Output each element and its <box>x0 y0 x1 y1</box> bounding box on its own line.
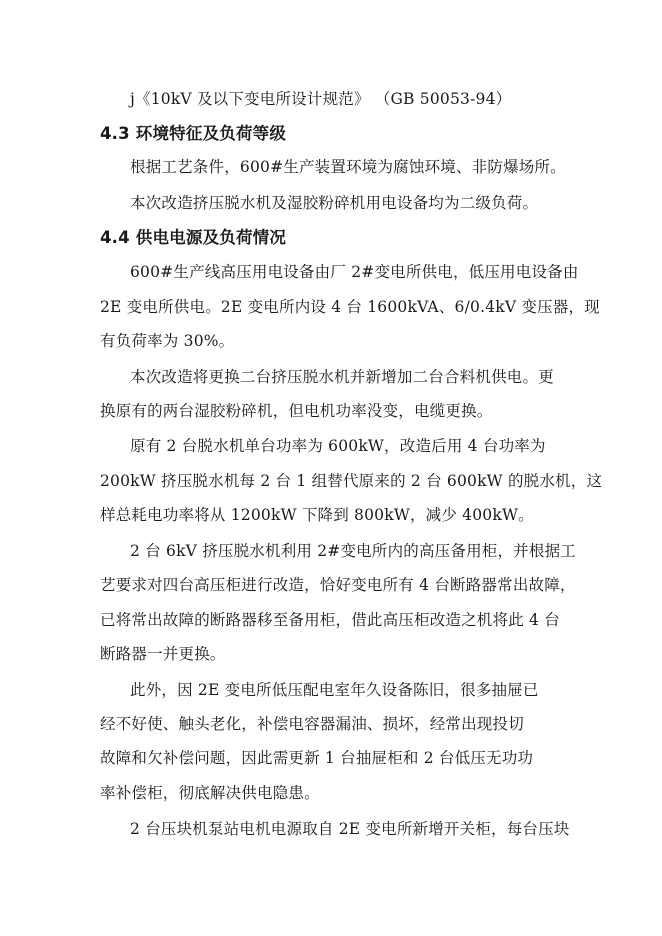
reference-standard-line: j《10kV 及以下变电所设计规范》 （GB 50053-94） <box>130 90 512 108</box>
section-heading-4-4: 4.4 供电电源及负荷情况 <box>100 228 287 247</box>
paragraph-line: 换原有的两台湿胶粉碎机，但电机功率没变，电缆更换。 <box>100 402 493 420</box>
paragraph-line: 本次改造将更换二台挤压脱水机并新增加二台合料机供电。更 <box>130 368 554 386</box>
paragraph-line: 200kW 挤压脱水机每 2 台 1 组替代原来的 2 台 600kW 的脱水机，这 <box>100 472 603 490</box>
paragraph-line: 2 台 6kV 挤压脱水机利用 2#变电所内的高压备用柜，并根据工 <box>130 542 576 560</box>
paragraph-line: 故障和欠补偿问题，因此需更新 1 台抽屉柜和 2 台低压无功功 <box>100 749 534 767</box>
paragraph-line: 600#生产线高压用电设备由厂 2#变电所供电，低压用电设备由 <box>130 263 579 281</box>
paragraph-line: 断路器一并更换。 <box>100 645 226 663</box>
paragraph-line: 2E 变电所供电。2E 变电所内设 4 台 1600kVA、6/0.4kV 变压器，现 <box>100 298 600 316</box>
paragraph-line: 艺要求对四台高压柜进行改造，恰好变电所有 4 台断路器常出故障， <box>100 576 576 594</box>
section-heading-4-3: 4.3 环境特征及负荷等级 <box>100 124 287 143</box>
paragraph-line: 本次改造挤压脱水机及湿胶粉碎机用电设备均为二级负荷。 <box>130 194 539 212</box>
paragraph-line: 此外，因 2E 变电所低压配电室年久设备陈旧，很多抽屉已 <box>130 681 539 699</box>
paragraph-line: 有负荷率为 30%。 <box>100 332 235 350</box>
paragraph-line: 原有 2 台脱水机单台功率为 600kW，改造后用 4 台功率为 <box>130 437 546 455</box>
paragraph-line: 根据工艺条件，600#生产装置环境为腐蚀环境、非防爆场所。 <box>130 158 566 176</box>
paragraph-line: 经不好使、触头老化，补偿电容器漏油、损坏，经常出现投切 <box>100 715 524 733</box>
paragraph-line: 2 台压块机泵站电机电源取自 2E 变电所新增开关柜，每台压块 <box>130 820 570 838</box>
paragraph-line: 样总耗电功率将从 1200kW 下降到 800kW，减少 400kW。 <box>100 506 534 524</box>
paragraph-line: 已将常出故障的断路器移至备用柜，借此高压柜改造之机将此 4 台 <box>100 611 560 629</box>
paragraph-line: 率补偿柜，彻底解决供电隐患。 <box>100 784 320 802</box>
